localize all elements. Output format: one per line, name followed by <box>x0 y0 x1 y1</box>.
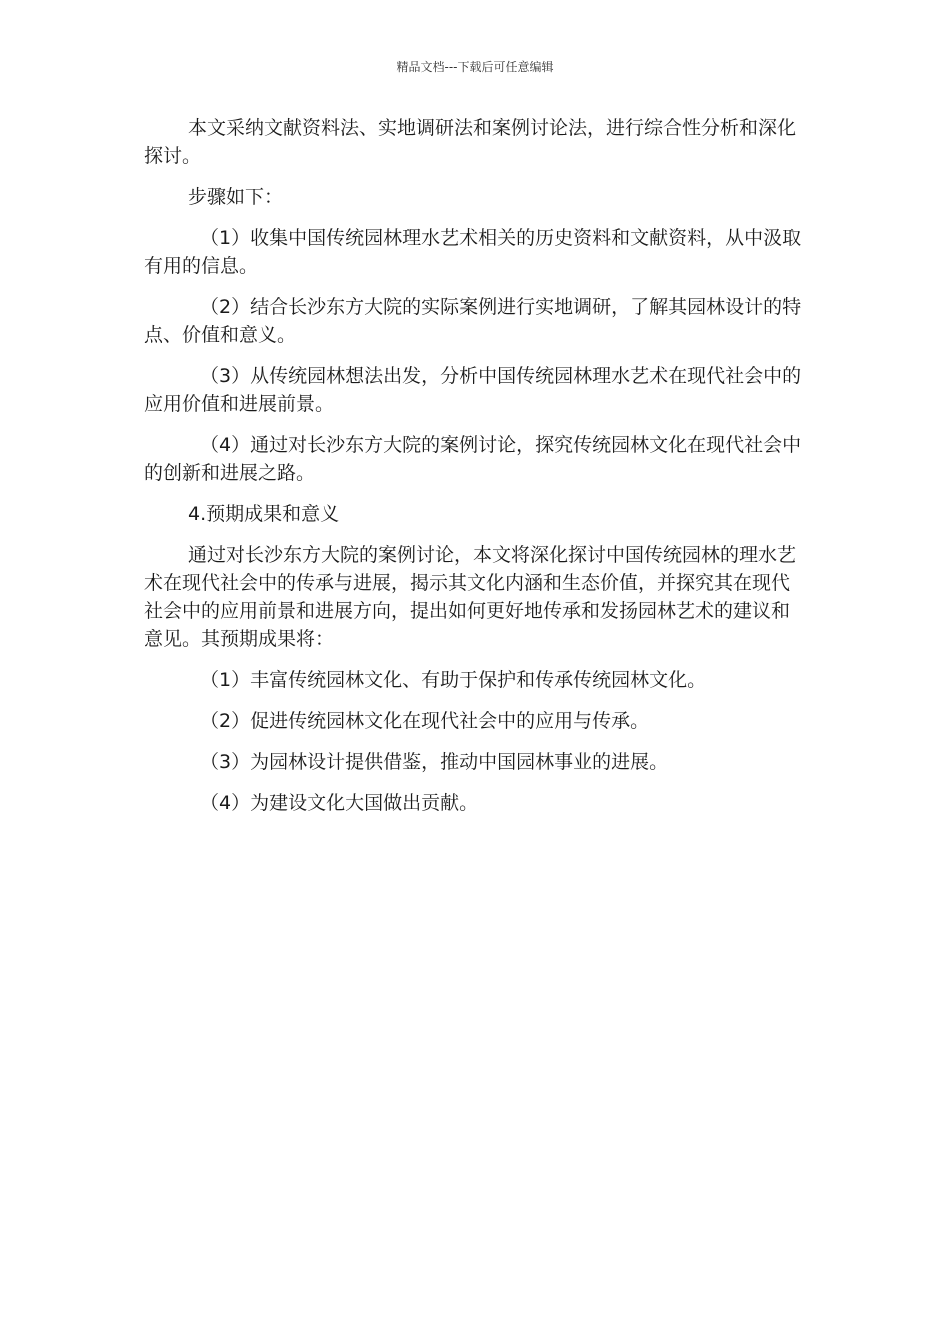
step-item-4: （4）通过对长沙东方大院的案例讨论，探究传统园林文化在现代社会中的创新和进展之路。 <box>144 434 802 484</box>
method-paragraph: 本文采纳文献资料法、实地调研法和案例讨论法，进行综合性分析和深化探讨。 <box>144 117 797 167</box>
document-body <box>144 114 806 830</box>
step-item-3: （3）从传统园林想法出发，分析中国传统园林理水艺术在现代社会中的应用价值和进展前景。 <box>144 365 802 415</box>
outcome-paragraph: 通过对长沙东方大院的案例讨论，本文将深化探讨中国传统园林的理水艺术在现代社会中的传承与进展，揭示其文化内涵和生态价值，并探究其在现代社会中的应用前景和进展方向，提出如何更好地传承和发扬园林艺术的建议和意见。其预期成果将： <box>144 544 797 650</box>
step-item-2: （2）结合长沙东方大院的实际案例进行实地调研，了解其园林设计的特点、价值和意义。 <box>144 296 802 346</box>
page-header: 精品文档---下载后可任意编辑 <box>396 60 554 74</box>
outcome-item-3: （3）为园林设计提供借鉴，推动中国园林事业的进展。 <box>200 751 669 773</box>
outcome-item-2: （2）促进传统园林文化在现代社会中的应用与传承。 <box>200 710 650 732</box>
outcome-item-1: （1）丰富传统园林文化、有助于保护和传承传统园林文化。 <box>200 669 707 691</box>
section-heading: 4.预期成果和意义 <box>188 503 340 525</box>
steps-heading: 步骤如下： <box>188 186 284 208</box>
outcome-item-4: （4）为建设文化大国做出贡献。 <box>200 792 479 814</box>
step-item-1: （1）收集中国传统园林理水艺术相关的历史资料和文献资料，从中汲取有用的信息。 <box>144 227 802 277</box>
